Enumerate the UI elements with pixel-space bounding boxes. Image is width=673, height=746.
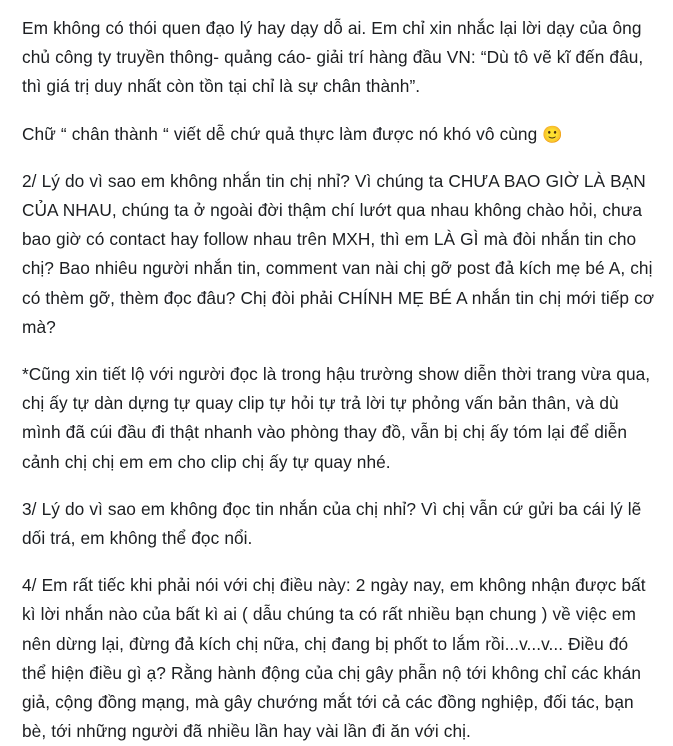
post-paragraph-4: *Cũng xin tiết lộ với người đọc là trong hậu trường show diễn thời trang vừa qua, chị ấy tự dàn dựng tự quay clip tự hỏi tự trả lời tự phỏng vấn bản thân, và dù mình đã cúi đầu đi thật nhanh vào phòng thay đồ, vẫn bị chị ấy tóm lại để diễn cảnh chị chị em em cho clip chị ấy tự quay nhé. bbox=[22, 364, 656, 472]
post-paragraph-5: 3/ Lý do vì sao em không đọc tin nhắn của chị nhỉ? Vì chị vẫn cứ gửi ba cái lý lẽ dối trá, em không thể đọc nổi. bbox=[22, 498, 647, 549]
post-paragraph-3: 2/ Lý do vì sao em không nhắn tin chị nhỉ? Vì chúng ta CHƯA BAO GIỜ LÀ BẠN CỦA NHAU, chúng ta ở ngoài đời thậm chí lướt qua nhau không chào hỏi, chưa bao giờ có contact hay follow nhau trên MXH, thì em LÀ GÌ mà đòi nhắn tin cho chị? Bao nhiêu người nhắn tin, comment van nài chị gỡ post đả kích mẹ bé A, chị có thèm gỡ, thèm đọc đâu? Chị đòi phải CHÍNH MẸ BÉ A nhắn tin chị mới tiếp cơ mà? bbox=[22, 170, 660, 337]
post-paragraph-2 bbox=[22, 120, 655, 149]
post-paragraph-1: Em không có thói quen đạo lý hay dạy dỗ ai. Em chỉ xin nhắc lại lời dạy của ông chủ công ty truyền thông- quảng cáo- giải trí hàng đầu VN: “Dù tô vẽ kĩ đến đâu, thì giá trị duy nhất còn tồn tại chỉ là sự chân thành”. bbox=[22, 18, 649, 97]
post-paragraph-2-text: Chữ “ chân thành “ viết dễ chứ quả thực làm được nó khó vô cùng bbox=[22, 123, 543, 144]
post-paragraph-6: 4/ Em rất tiếc khi phải nói với chị điều này: 2 ngày nay, em không nhận được bất kì lời nhắn nào của bất kì ai ( dẫu chúng ta có rất nhiều bạn chung ) về việc em nên dừng lại, đừng đả kích chị nữa, chị đang bị phốt to lắm rồi...v...v... Điều đó thể hiện điều gì ạ? Rằng hành động của chị gây phẫn nộ tới không chỉ các khán giả, cộng đồng mạng, mà gây chướng mắt tới cả các đồng nghiệp, đối tác, bạn bè, tới những người đã nhiều lần hay vài lần đi ăn với chị. bbox=[22, 575, 651, 742]
smiling-face-icon: 🙂 bbox=[542, 124, 563, 144]
